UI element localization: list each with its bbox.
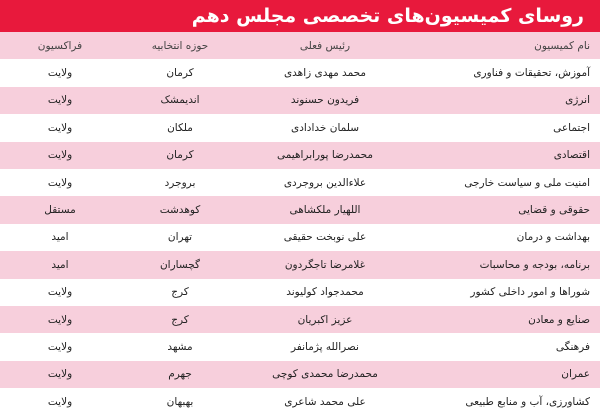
cell-name: اقتصادی bbox=[410, 142, 600, 169]
header-name: نام کمیسیون bbox=[410, 32, 600, 59]
cell-head: علی نوبخت حقیقی bbox=[240, 224, 410, 251]
cell-head: محمدرضا محمدی کوچی bbox=[240, 361, 410, 388]
cell-district: اندیمشک bbox=[120, 87, 240, 114]
cell-name: بهداشت و درمان bbox=[410, 224, 600, 251]
table-row bbox=[0, 59, 600, 86]
cell-name: برنامه، بودجه و محاسبات bbox=[410, 251, 600, 278]
cell-faction: ولایت bbox=[0, 59, 120, 86]
cell-faction: ولایت bbox=[0, 361, 120, 388]
cell-head: عزیز اکبریان bbox=[240, 306, 410, 333]
cell-faction: ولایت bbox=[0, 87, 120, 114]
cell-head: محمدجواد کولیوند bbox=[240, 279, 410, 306]
table-row bbox=[0, 169, 600, 196]
cell-faction: ولایت bbox=[0, 388, 120, 415]
cell-district: کرمان bbox=[120, 142, 240, 169]
cell-faction: ولایت bbox=[0, 333, 120, 360]
cell-faction: ولایت bbox=[0, 279, 120, 306]
cell-name: امنیت ملی و سیاست خارجی bbox=[410, 169, 600, 196]
header-head: رئیس فعلی bbox=[240, 32, 410, 59]
header-faction: فراکسیون bbox=[0, 32, 120, 59]
table-row bbox=[0, 333, 600, 360]
cell-district: بهبهان bbox=[120, 388, 240, 415]
cell-head: سلمان خدادادی bbox=[240, 114, 410, 141]
cell-name: اجتماعی bbox=[410, 114, 600, 141]
cell-faction: ولایت bbox=[0, 114, 120, 141]
table-row bbox=[0, 361, 600, 388]
table-row bbox=[0, 251, 600, 278]
cell-district: جهرم bbox=[120, 361, 240, 388]
cell-head: محمد مهدی زاهدی bbox=[240, 59, 410, 86]
table-row bbox=[0, 114, 600, 141]
cell-faction: ولایت bbox=[0, 306, 120, 333]
cell-faction: ولایت bbox=[0, 169, 120, 196]
cell-head: فریدون حسنوند bbox=[240, 87, 410, 114]
cell-name: حقوقی و قضایی bbox=[410, 196, 600, 223]
cell-district: بروجرد bbox=[120, 169, 240, 196]
cell-name: کشاورزی، آب و منابع طبیعی bbox=[410, 388, 600, 415]
header-row bbox=[0, 32, 600, 59]
title-text: روسای کمیسیون‌های تخصصی مجلس دهم bbox=[191, 5, 584, 27]
cell-district: مشهد bbox=[120, 333, 240, 360]
cell-name: صنایع و معادن bbox=[410, 306, 600, 333]
table-title bbox=[0, 0, 600, 32]
table-row bbox=[0, 142, 600, 169]
cell-head: اللهیار ملکشاهی bbox=[240, 196, 410, 223]
cell-head: غلامرضا تاجگردون bbox=[240, 251, 410, 278]
cell-head: نصرالله پژمانفر bbox=[240, 333, 410, 360]
table-row bbox=[0, 87, 600, 114]
table-row bbox=[0, 306, 600, 333]
cell-district: کوهدشت bbox=[120, 196, 240, 223]
cell-head: علاءالدین بروجردی bbox=[240, 169, 410, 196]
cell-district: ملکان bbox=[120, 114, 240, 141]
cell-district: گچساران bbox=[120, 251, 240, 278]
cell-district: کرج bbox=[120, 279, 240, 306]
cell-name: انرژی bbox=[410, 87, 600, 114]
commissions-table bbox=[0, 32, 600, 415]
cell-faction: امید bbox=[0, 224, 120, 251]
cell-head: محمدرضا پورابراهیمی bbox=[240, 142, 410, 169]
cell-faction: امید bbox=[0, 251, 120, 278]
header-district: حوزه انتخابیه bbox=[120, 32, 240, 59]
cell-head: علی محمد شاعری bbox=[240, 388, 410, 415]
cell-name: فرهنگی bbox=[410, 333, 600, 360]
cell-name: آموزش، تحقیقات و فناوری bbox=[410, 59, 600, 86]
cell-faction: مستقل bbox=[0, 196, 120, 223]
cell-district: تهران bbox=[120, 224, 240, 251]
cell-district: کرمان bbox=[120, 59, 240, 86]
table-row bbox=[0, 388, 600, 415]
table-row bbox=[0, 279, 600, 306]
cell-name: عمران bbox=[410, 361, 600, 388]
cell-district: کرج bbox=[120, 306, 240, 333]
table-row bbox=[0, 224, 600, 251]
cell-name: شوراها و امور داخلی کشور bbox=[410, 279, 600, 306]
table-row bbox=[0, 196, 600, 223]
cell-faction: ولایت bbox=[0, 142, 120, 169]
